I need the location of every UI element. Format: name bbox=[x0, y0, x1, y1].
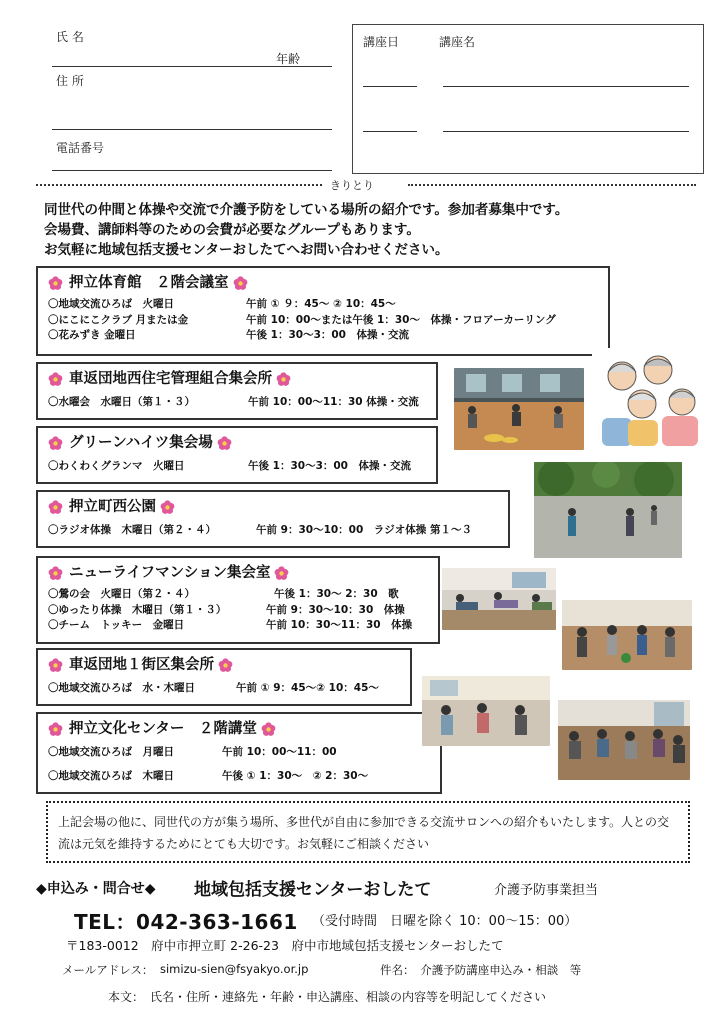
venue-group: 〇ラジオ体操 木曜日（第２・４） bbox=[48, 524, 216, 536]
flower-icon bbox=[48, 372, 63, 387]
venue-time: 午後 1：30～3：00 体操・交流 bbox=[246, 329, 409, 341]
venue-title: ニューライフマンション集会室 bbox=[69, 565, 271, 581]
course-date-line-1[interactable] bbox=[363, 86, 417, 87]
flower-icon bbox=[274, 566, 289, 581]
venue-group: 〇地域交流ひろば 火曜日 bbox=[48, 298, 174, 310]
flower-icon bbox=[48, 658, 63, 673]
mansion-exercise-photo bbox=[442, 568, 556, 630]
flower-icon bbox=[217, 436, 232, 451]
venue-title: 押立体育館 ２階会議室 bbox=[69, 275, 229, 291]
venue-group: 〇地域交流ひろば 水・木曜日 bbox=[48, 682, 195, 694]
venue-oshitate-gym bbox=[36, 266, 610, 356]
cut-line-right bbox=[408, 184, 696, 186]
venue-time: 午前 ① ９：45～ ② 10：45～ bbox=[246, 298, 396, 310]
venue-title: 押立町西公園 bbox=[69, 499, 156, 515]
venue-time: 午前 10：30～11：30 体操 bbox=[266, 619, 413, 631]
venue-group: 〇花みずき 金曜日 bbox=[48, 329, 136, 341]
venue-time: 午後 1：30～3：00 体操・交流 bbox=[248, 460, 411, 472]
course-table bbox=[352, 24, 704, 174]
venue-oshitate-culture-center bbox=[36, 712, 442, 794]
venue-kurumagaeshi-west bbox=[36, 362, 438, 420]
gym-exercise-photo bbox=[454, 368, 584, 450]
mail-body-instructions: 本文： 氏名・住所・連絡先・年齢・申込講座、相談の内容等を明記してください bbox=[108, 990, 547, 1004]
venue-time: 午前 9：30～10：00 ラジオ体操 第１～３ bbox=[256, 524, 472, 536]
name-field-line[interactable] bbox=[52, 66, 332, 67]
flower-icon bbox=[48, 436, 63, 451]
venue-new-life-mansion bbox=[36, 556, 440, 644]
mail-subject: 件名： 介護予防講座申込み・相談 等 bbox=[380, 963, 582, 977]
mail-label: メールアドレス： bbox=[62, 963, 154, 977]
phone-field-line[interactable] bbox=[52, 170, 332, 171]
venue-time: 午後 ① 1：30～ ② 2：30～ bbox=[222, 769, 369, 782]
venue-kurumagaeshi-block1 bbox=[36, 648, 412, 706]
course-name-header: 講座名 bbox=[439, 35, 476, 49]
venue-group: 〇わくわくグランマ 火曜日 bbox=[48, 460, 185, 472]
mail-address[interactable]: simizu-sien@fsyakyo.or.jp bbox=[160, 962, 309, 976]
cut-label: きりとり bbox=[330, 179, 374, 192]
flower-icon bbox=[233, 276, 248, 291]
phone-label: 電話番号 bbox=[56, 141, 105, 155]
venue-group: 〇ゆったり体操 木曜日（第１・３） bbox=[48, 603, 227, 616]
venue-time: 午前 10：00～11：30 体操・交流 bbox=[248, 396, 419, 408]
course-date-header: 講座日 bbox=[363, 35, 400, 49]
venue-time: 午前 9：30～10：30 体操 bbox=[266, 603, 405, 616]
flower-icon bbox=[261, 722, 276, 737]
reception-hours: （受付時間 日曜を除く 10：00～15：00） bbox=[312, 914, 578, 929]
course-date-line-2[interactable] bbox=[363, 131, 417, 132]
consultation-note: 上記会場の他に、同世代の方が集う場所、多世代が自由に参加できる交流サロンへの紹介もいたします。人との交流は元気を維持するためにとても大切です。お気軽にご相談ください bbox=[46, 801, 690, 863]
course-name-line-2[interactable] bbox=[443, 131, 689, 132]
seniors-illustration bbox=[592, 348, 704, 446]
flower-icon bbox=[48, 276, 63, 291]
venue-title: 車返団地１街区集会所 bbox=[69, 657, 214, 673]
venue-group: 〇チーム トッキー 金曜日 bbox=[48, 619, 185, 631]
venue-group: 〇地域交流ひろば 月曜日 bbox=[48, 746, 174, 758]
age-label: 年齢 bbox=[276, 52, 301, 66]
center-name: 地域包括支援センターおしたて bbox=[194, 880, 432, 900]
venue-time: 午後 1：30～ 2：30 歌 bbox=[274, 588, 399, 600]
address-field-line[interactable] bbox=[52, 129, 332, 130]
flower-icon bbox=[48, 500, 63, 515]
venue-title: 押立文化センター ２階講堂 bbox=[69, 721, 257, 737]
flower-icon bbox=[48, 722, 63, 737]
intro-line-3: お気軽に地域包括支援センターおしたてへお問い合わせください。 bbox=[44, 242, 449, 258]
venue-time: 午前 10：00～または午後 1：30～ 体操・フロアーカーリング bbox=[246, 313, 556, 326]
venue-group: 〇にこにこクラブ 月または金 bbox=[48, 313, 189, 326]
venue-time: 午前 ① 9：45～② 10：45～ bbox=[236, 682, 379, 694]
venue-group: 〇鶯の会 火曜日（第２・４） bbox=[48, 588, 195, 600]
intro-text bbox=[44, 200, 704, 260]
venue-green-heights bbox=[36, 426, 438, 484]
flower-icon bbox=[218, 658, 233, 673]
venue-title: 車返団地西住宅管理組合集会所 bbox=[69, 371, 272, 387]
address: 〒183-0012 府中市押立町 2-26-23 府中市地域包括支援センターおしたて bbox=[66, 938, 504, 953]
venue-group: 〇地域交流ひろば 木曜日 bbox=[48, 769, 174, 782]
venue-time: 午前 10：00～11：00 bbox=[222, 746, 337, 758]
mansion-group-photo bbox=[562, 600, 692, 670]
cut-line-left bbox=[36, 184, 322, 186]
park-exercise-photo bbox=[534, 462, 682, 558]
block1-exercise-photo bbox=[422, 676, 550, 746]
flower-icon bbox=[48, 566, 63, 581]
intro-line-2: 会場費、講師料等のための会費が必要なグループもあります。 bbox=[44, 222, 420, 238]
intro-line-1: 同世代の仲間と体操や交流で介護予防をしている場所の紹介です。参加者募集中です。 bbox=[44, 202, 569, 218]
flower-icon bbox=[160, 500, 175, 515]
name-label: 氏 名 bbox=[56, 30, 84, 44]
course-name-line-1[interactable] bbox=[443, 86, 689, 87]
tel-number[interactable]: TEL：042-363-1661 bbox=[74, 910, 298, 934]
culture-center-photo bbox=[558, 700, 690, 780]
venue-oshitate-west-park bbox=[36, 490, 510, 548]
apply-label: ◆申込み・問合せ◆ bbox=[36, 881, 156, 897]
department: 介護予防事業担当 bbox=[494, 883, 599, 898]
venue-group: 〇水曜会 水曜日（第１・３） bbox=[48, 396, 195, 408]
flower-icon bbox=[276, 372, 291, 387]
address-label: 住 所 bbox=[56, 74, 84, 88]
venue-title: グリーンハイツ集会場 bbox=[69, 435, 213, 451]
